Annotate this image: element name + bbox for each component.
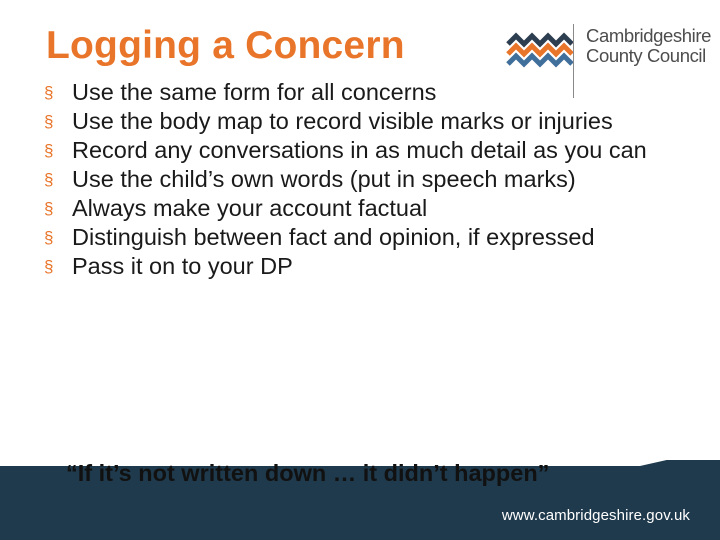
footer-url[interactable]: www.cambridgeshire.gov.uk: [501, 507, 690, 524]
logo-text: [586, 26, 711, 66]
list-item: [44, 136, 684, 165]
bullet-text: Use the body map to record visible marks or injuries: [72, 108, 613, 134]
list-item: [44, 165, 684, 194]
list-item: [44, 194, 684, 223]
list-item: [44, 252, 684, 281]
bullet-marker: §: [44, 257, 54, 276]
bullet-text: Always make your account factual: [72, 195, 428, 221]
bullet-marker: §: [44, 199, 54, 218]
list-item: [44, 223, 684, 252]
list-item: [44, 107, 684, 136]
bullet-text: Record any conversations in as much detail as you can: [72, 137, 647, 163]
slide-title: Logging a Concern: [46, 24, 405, 67]
logo-line-2: County Council: [586, 45, 706, 66]
bullet-text: Use the child’s own words (put in speech marks): [72, 166, 576, 192]
bullet-text: Pass it on to your DP: [72, 253, 293, 279]
list-item: [44, 78, 684, 107]
bullet-list: [44, 78, 684, 281]
bullet-marker: §: [44, 141, 54, 160]
bullet-text: Use the same form for all concerns: [72, 79, 437, 105]
quote-text: “If it’s not written down … it didn’t happen”: [66, 460, 550, 486]
bullet-marker: §: [44, 170, 54, 189]
bullet-text: Distinguish between fact and opinion, if expressed: [72, 224, 595, 250]
bullet-marker: §: [44, 228, 54, 247]
waves-logo-icon: [506, 30, 576, 80]
bullet-marker: §: [44, 83, 54, 102]
bullet-marker: §: [44, 112, 54, 131]
logo-line-1: Cambridgeshire: [586, 25, 711, 46]
